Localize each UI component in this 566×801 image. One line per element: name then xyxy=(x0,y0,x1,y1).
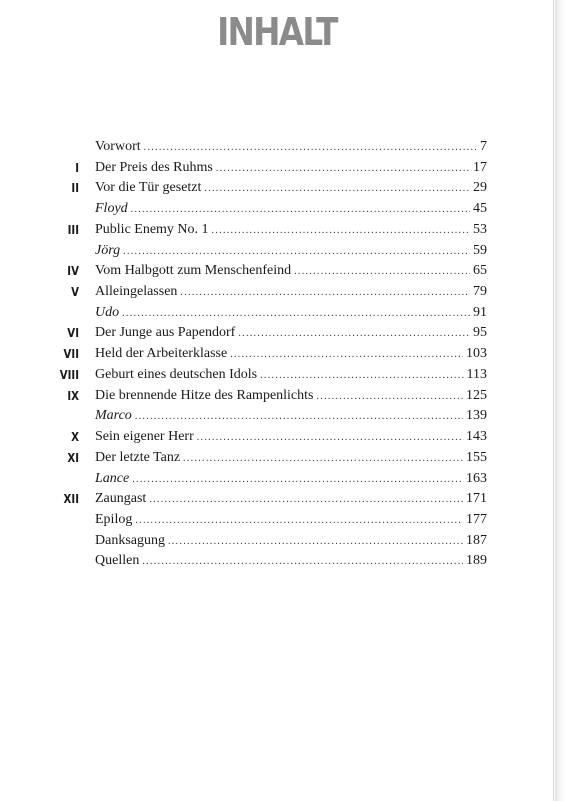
dot-leader xyxy=(316,387,463,407)
page-number: 187 xyxy=(466,532,487,548)
chapter-title: Vom Halbgott zum Menschenfeind xyxy=(95,263,292,279)
dot-leader xyxy=(168,532,463,552)
interlude-title: Udo xyxy=(95,304,120,320)
dot-leader xyxy=(230,345,463,365)
toc-entry-line xyxy=(95,406,487,426)
dot-leader xyxy=(294,262,470,282)
toc-entry-chapter-11 xyxy=(50,448,490,469)
toc-entry-floyd xyxy=(50,199,490,220)
chapter-numeral: I xyxy=(75,160,79,175)
chapter-numeral: VII xyxy=(63,347,79,362)
chapter-numeral: XII xyxy=(63,492,79,507)
toc-entry-quellen xyxy=(50,551,490,572)
toc-entry-line xyxy=(95,386,487,406)
toc-entry-chapter-7 xyxy=(50,344,490,365)
page-edge-line xyxy=(553,0,554,801)
chapter-numeral: IX xyxy=(67,388,79,403)
toc-entry-line xyxy=(95,241,487,261)
chapter-numeral: III xyxy=(67,222,79,237)
dot-leader xyxy=(216,159,470,179)
dot-leader xyxy=(149,490,463,510)
dot-leader xyxy=(212,221,470,241)
interlude-title: Lance xyxy=(95,470,130,486)
dot-leader xyxy=(135,407,463,427)
page-number: 79 xyxy=(473,284,487,300)
dot-leader xyxy=(135,511,463,531)
page-number: 103 xyxy=(466,346,487,362)
dot-leader xyxy=(123,242,470,262)
toc-entry-line xyxy=(95,261,487,281)
page-number: 45 xyxy=(473,201,487,217)
toc-entry-line xyxy=(95,531,487,551)
toc-entry-chapter-8 xyxy=(50,365,490,386)
table-of-contents xyxy=(50,137,490,572)
chapter-title: Vor die Tür gesetzt xyxy=(95,180,202,196)
chapter-title: Der letzte Tanz xyxy=(95,449,181,465)
dot-leader xyxy=(131,200,470,220)
toc-entry-chapter-2 xyxy=(50,178,490,199)
toc-entry-lance xyxy=(50,469,490,490)
page-number: 177 xyxy=(466,511,487,527)
dot-leader xyxy=(197,428,463,448)
toc-entry-line xyxy=(95,365,487,385)
toc-entry-udo xyxy=(50,303,490,324)
page-number: 143 xyxy=(466,429,487,445)
dot-leader xyxy=(238,324,470,344)
toc-entry-line xyxy=(95,323,487,343)
page-number: 113 xyxy=(466,366,487,382)
interlude-title: Floyd xyxy=(95,201,128,217)
toc-entry-line xyxy=(95,178,487,198)
page-number: 59 xyxy=(473,242,487,258)
page-number: 65 xyxy=(473,263,487,279)
toc-entry-epilog xyxy=(50,510,490,531)
chapter-title: Alleingelassen xyxy=(95,284,178,300)
chapter-numeral: II xyxy=(71,181,79,196)
interlude-title: Marco xyxy=(95,408,132,424)
chapter-title: Der Preis des Ruhms xyxy=(95,159,213,175)
toc-entry-line xyxy=(95,344,487,364)
dot-leader xyxy=(142,552,463,572)
page-number: 91 xyxy=(473,304,487,320)
toc-entry-line xyxy=(95,220,487,240)
chapter-numeral: IV xyxy=(67,264,79,279)
toc-entry-line xyxy=(95,469,487,489)
chapter-numeral: V xyxy=(71,285,79,300)
toc-entry-line xyxy=(95,303,487,323)
toc-entry-line xyxy=(95,427,487,447)
chapter-title: Geburt eines deutschen Idols xyxy=(95,366,258,382)
dot-leader xyxy=(260,366,463,386)
toc-entry-chapter-5 xyxy=(50,282,490,303)
toc-entry-line xyxy=(95,158,487,178)
toc-entry-marco xyxy=(50,406,490,427)
toc-entry-line xyxy=(95,282,487,302)
page-title: INHALT xyxy=(217,10,337,54)
toc-entry-chapter-12 xyxy=(50,489,490,510)
chapter-title: Epilog xyxy=(95,511,133,527)
dot-leader xyxy=(122,304,470,324)
toc-entry-chapter-3 xyxy=(50,220,490,241)
toc-entry-line xyxy=(95,448,487,468)
toc-entry-line xyxy=(95,489,487,509)
page-number: 53 xyxy=(473,221,487,237)
toc-entry-line xyxy=(95,137,487,157)
chapter-title: Held der Arbeiterklasse xyxy=(95,346,228,362)
chapter-numeral: X xyxy=(71,430,79,445)
page-number: 139 xyxy=(466,408,487,424)
toc-entry-line xyxy=(95,510,487,530)
toc-entry-vorwort xyxy=(50,137,490,158)
toc-entry-chapter-9 xyxy=(50,386,490,407)
page-number: 171 xyxy=(466,491,487,507)
dot-leader xyxy=(132,470,463,490)
page-number: 155 xyxy=(466,449,487,465)
chapter-title: Die brennende Hitze des Rampenlichts xyxy=(95,387,314,403)
toc-entry-danksagung xyxy=(50,531,490,552)
chapter-title: Zaungast xyxy=(95,491,147,507)
page-number: 189 xyxy=(466,553,487,569)
page-number: 29 xyxy=(473,180,487,196)
dot-leader xyxy=(180,283,470,303)
toc-entry-chapter-6 xyxy=(50,323,490,344)
page-number: 7 xyxy=(480,139,487,154)
page-number: 125 xyxy=(466,387,487,403)
toc-entry-chapter-4 xyxy=(50,261,490,282)
dot-leader xyxy=(183,449,463,469)
chapter-title: Quellen xyxy=(95,553,140,569)
dot-leader xyxy=(204,179,470,199)
page-number: 17 xyxy=(473,159,487,175)
toc-entry-chapter-10 xyxy=(50,427,490,448)
page-edge-shadow xyxy=(555,0,566,801)
dot-leader xyxy=(144,138,477,158)
chapter-title: Danksagung xyxy=(95,532,165,548)
chapter-title: Public Enemy No. 1 xyxy=(95,221,209,237)
toc-entry-line xyxy=(95,551,487,571)
chapter-title: Sein eigener Herr xyxy=(95,429,194,445)
chapter-numeral: VIII xyxy=(59,367,79,382)
toc-entry-chapter-1 xyxy=(50,158,490,179)
interlude-title: Jörg xyxy=(95,242,121,258)
page-number: 95 xyxy=(473,325,487,341)
chapter-title: Vorwort xyxy=(95,139,141,154)
toc-entry-line xyxy=(95,199,487,219)
chapter-title: Der Junge aus Papendorf xyxy=(95,325,236,341)
page-number: 163 xyxy=(466,470,487,486)
chapter-numeral: VI xyxy=(67,326,79,341)
chapter-numeral: XI xyxy=(67,450,79,465)
toc-entry-joerg xyxy=(50,241,490,262)
